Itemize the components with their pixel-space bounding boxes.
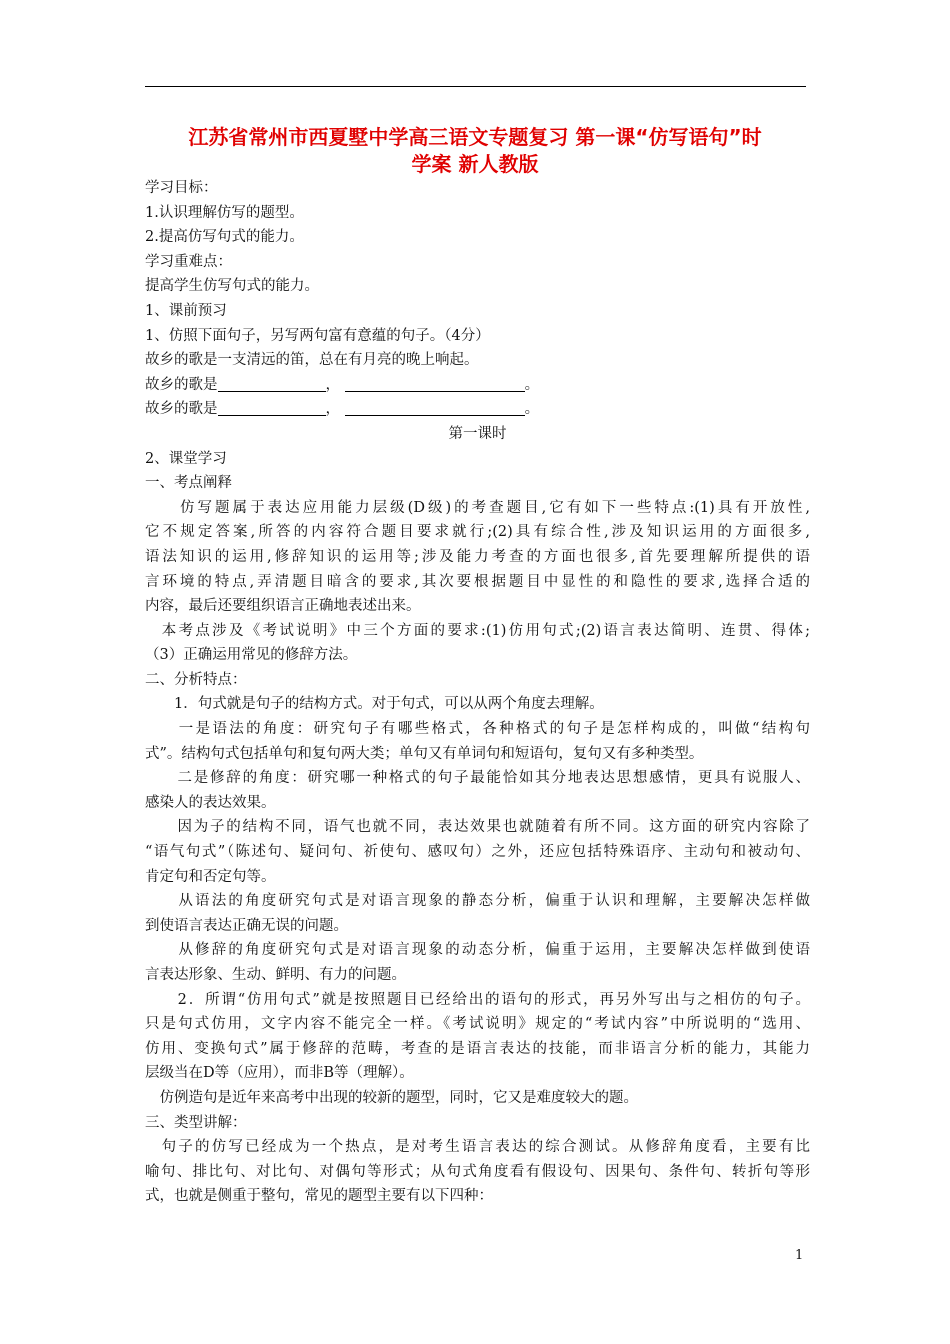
paragraph-line: 层级当在D等（应用），而非B等（理解）。 xyxy=(145,1065,414,1082)
paragraph-line: 式”。结构句式包括单句和复句两大类；单句又有单词句和短语句，复句又有多种类型。 xyxy=(145,745,704,762)
fill-line-1: 故乡的歌是 ， 。 xyxy=(145,376,540,393)
paragraph-line: 语法知识的运用,修辞知识的运用等;涉及能力考查的方面也很多,首先要理解所提供的语 xyxy=(145,548,810,565)
exercise-example: 故乡的歌是一支清远的笛，总在有月亮的晚上响起。 xyxy=(145,352,479,369)
types-heading: 三、类型讲解： xyxy=(145,1114,247,1131)
paragraph-line: 感染人的表达效果。 xyxy=(145,794,276,811)
paragraph-line: 句子的仿写已经成为一个热点，是对考生语言表达的综合测试。从修辞角度看，主要有比 xyxy=(145,1139,810,1156)
keypoints-heading: 学习重难点： xyxy=(145,253,232,270)
answer-blank[interactable] xyxy=(218,399,326,416)
keypoint-text: 提高学生仿写句式的能力。 xyxy=(145,278,319,295)
paragraph-line: 仿用、变换句式”属于修辞的范畴，考查的是语言表达的技能，而非语言分析的能力，其能力 xyxy=(145,1040,810,1057)
answer-blank[interactable] xyxy=(345,375,525,392)
class-study-heading: 2、课堂学习 xyxy=(145,450,227,467)
exam-point-heading: 一、考点阐释 xyxy=(145,475,232,492)
paragraph-line: 仿例造句是近年来高考中出现的较新的题型，同时，它又是难度较大的题。 xyxy=(145,1089,638,1106)
paragraph-line: 内容，最后还要组织语言正确地表述出来。 xyxy=(145,598,421,615)
goals-heading: 学习目标： xyxy=(145,180,218,196)
fill-line-2: 故乡的歌是 ， 。 xyxy=(145,401,540,418)
goal-item-2: 2.提高仿写句式的能力。 xyxy=(145,229,304,246)
paragraph-line: 喻句、排比句、对比句、对偶句等形式；从句式角度看有假设句、因果句、条件句、转折句等形 xyxy=(145,1163,810,1180)
paragraph-line: 言环境的特点,弄清题目暗含的要求,其次要根据题目中显性的和隐性的要求,选择合适的 xyxy=(145,573,810,590)
fill-prefix: 故乡的歌是 xyxy=(145,376,218,393)
paragraph-line: 仿写题属于表达应用能力层级(D级)的考查题目,它有如下一些特点:(1)具有开放性, xyxy=(145,499,810,516)
paragraph-line: 从语法的角度研究句式是对语言现象的静态分析，偏重于认识和理解，主要解决怎样做 xyxy=(145,893,810,910)
paragraph-line: 二是修辞的角度：研究哪一种格式的句子最能恰如其分地表达思想感情，更具有说服人、 xyxy=(145,770,810,787)
answer-blank[interactable] xyxy=(345,399,525,416)
exercise-instruction: 1、仿照下面句子，另写两句富有意蕴的句子。（4分） xyxy=(145,327,490,344)
analysis-heading: 二、分析特点： xyxy=(145,671,247,688)
preview-heading: 1、课前预习 xyxy=(145,302,227,319)
paragraph-line: 因为子的结构不同，语气也就不同，表达效果也就随着有所不同。这方面的研究内容除了 xyxy=(145,819,810,836)
document-title-line1: 江苏省常州市西夏墅中学高三语文专题复习 第一课“仿写语句”时 xyxy=(188,125,762,149)
goal-item-1: 1.认识理解仿写的题型。 xyxy=(145,204,304,221)
paragraph-line: 言表达形象、生动、鲜明、有力的问题。 xyxy=(145,967,406,983)
paragraph-line: 1．句式就是句子的结构方式。对于句式，可以从两个角度去理解。 xyxy=(145,696,604,713)
paragraph-line: 2．所谓“仿用句式”就是按照题目已经给出的语句的形式，再另外写出与之相仿的句子。 xyxy=(145,991,810,1008)
paragraph-line: 它不规定答案,所答的内容符合题目要求就行;(2)具有综合性,涉及知识运用的方面很多, xyxy=(145,524,810,541)
header-rule xyxy=(145,86,806,87)
document-title-line2: 学案 新人教版 xyxy=(411,152,539,176)
fill-prefix: 故乡的歌是 xyxy=(145,401,218,418)
paragraph-line: 只是句式仿用，文字内容不能完全一样。《考试说明》规定的“考试内容”中所说明的“选用、 xyxy=(145,1016,810,1033)
paragraph-line: （3）正确运用常见的修辞方法。 xyxy=(145,647,358,664)
paragraph-line: “语气句式”（陈述句、疑问句、祈使句、感叹句）之外，还应包括特殊语序、主动句和被动句、 xyxy=(145,844,810,861)
lesson-label: 第一课时 xyxy=(448,425,507,442)
paragraph-line: 到使语言表达正确无误的问题。 xyxy=(145,917,348,934)
page-number: 1 xyxy=(795,1248,804,1263)
answer-blank[interactable] xyxy=(218,375,326,392)
paragraph-line: 本考点涉及《考试说明》中三个方面的要求:(1)仿用句式;(2)语言表达简明、连贯、得体; xyxy=(145,622,810,639)
paragraph-line: 式，也就是侧重于整句，常见的题型主要有以下四种： xyxy=(145,1188,493,1205)
paragraph-line: 一是语法的角度：研究句子有哪些格式，各种格式的句子是怎样构成的，叫做“结构句 xyxy=(145,721,810,738)
document-body xyxy=(145,176,810,1209)
paragraph-line: 肯定句和否定句等。 xyxy=(145,868,276,885)
paragraph-line: 从修辞的角度研究句式是对语言现象的动态分析，偏重于运用，主要解决怎样做到使语 xyxy=(145,942,810,959)
